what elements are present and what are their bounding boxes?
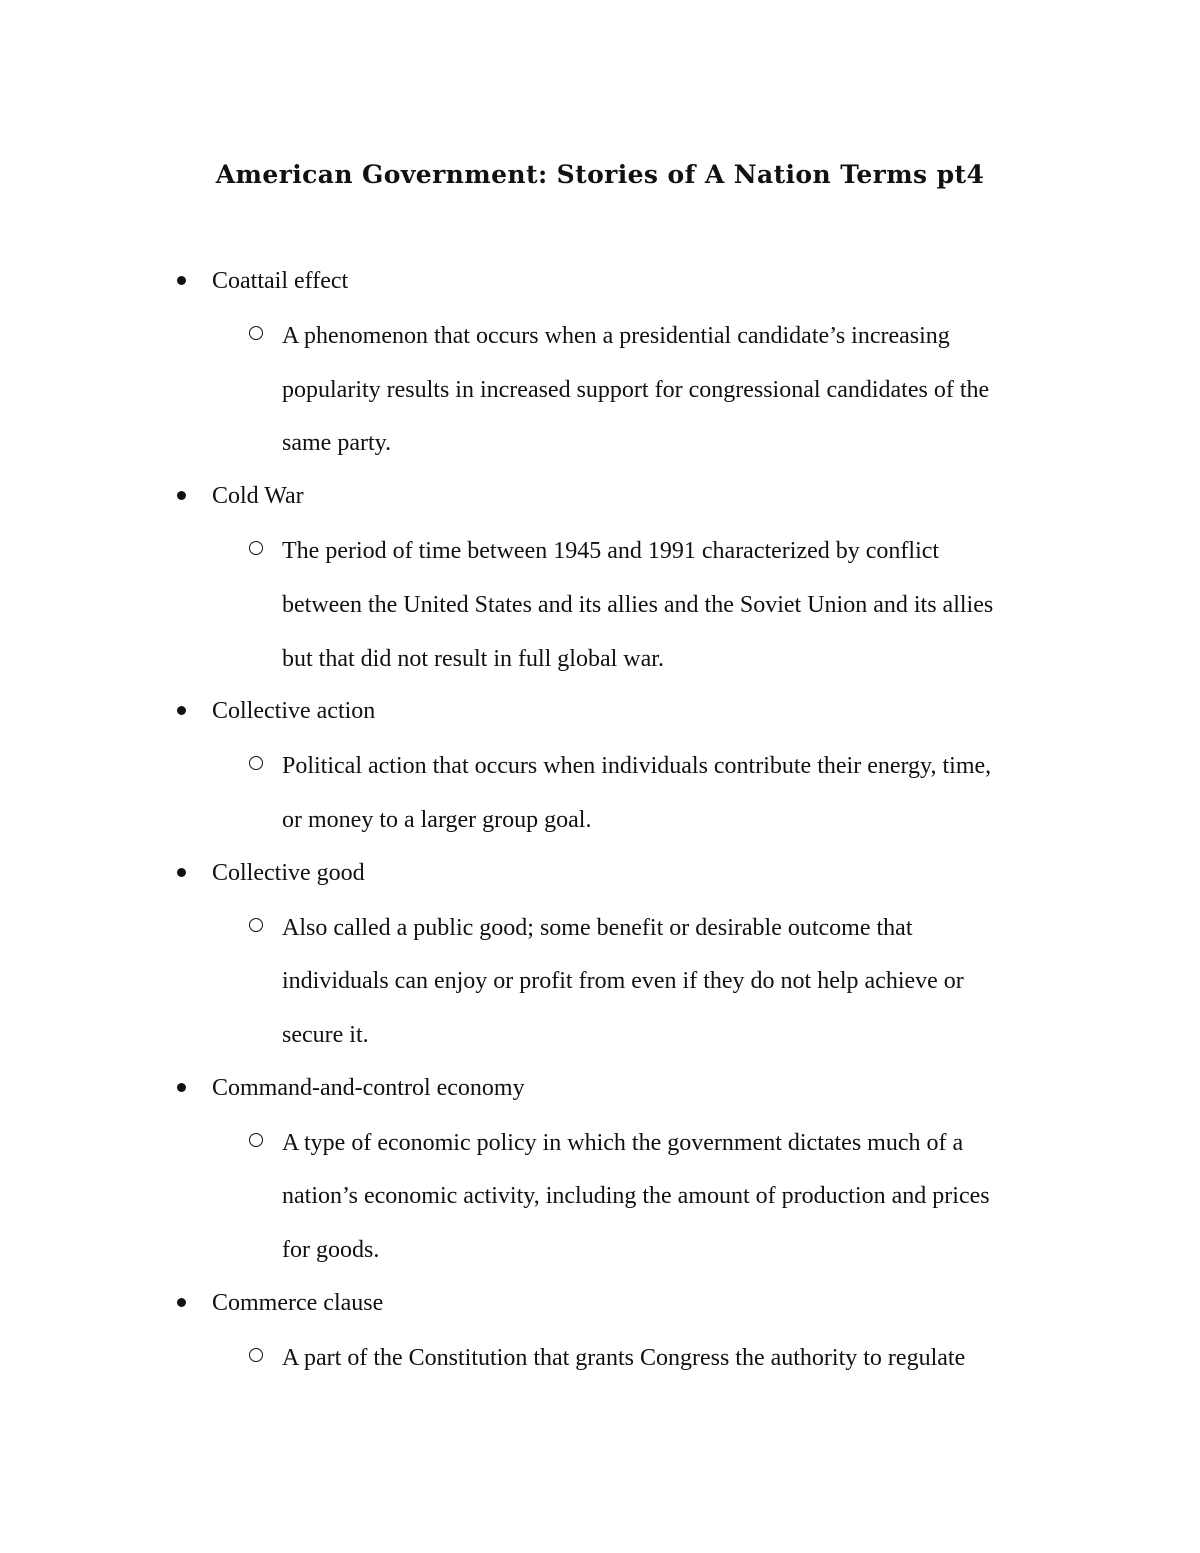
- bullet-dot-icon: [177, 1083, 186, 1092]
- term-definition: [0, 310, 1200, 471]
- term-label: Cold War: [212, 483, 304, 510]
- term-item: [0, 471, 1200, 686]
- term-definition: [0, 740, 1200, 847]
- term-definition: [0, 902, 1200, 1063]
- definition-line: nation’s economic activity, including the amount of production and prices: [282, 1183, 990, 1210]
- hollow-circle-icon: [249, 1133, 263, 1147]
- definition-line: individuals can enjoy or profit from even if they do not help achieve or: [282, 968, 964, 995]
- terms-list: [0, 256, 1200, 1386]
- definition-line: popularity results in increased support for congressional candidates of the: [282, 376, 990, 403]
- definition-line: same party.: [282, 430, 392, 457]
- page-title: American Government: Stories of A Nation Terms pt4: [215, 159, 985, 189]
- definition-line: Also called a public good; some benefit or desirable outcome that: [282, 914, 913, 941]
- definition-line: A phenomenon that occurs when a presidential candidate’s increasing: [282, 323, 950, 349]
- hollow-circle-icon: [249, 1348, 263, 1362]
- hollow-circle-icon: [249, 918, 263, 932]
- term-item: [0, 1063, 1200, 1278]
- term-label: Command-and-control economy: [212, 1074, 525, 1101]
- term-label: Coattail effect: [212, 268, 349, 294]
- definition-line: for goods.: [282, 1237, 380, 1264]
- term-label: Collective good: [212, 859, 365, 886]
- definition-line: The period of time between 1945 and 1991 characterized by conflict: [282, 538, 940, 565]
- bullet-dot-icon: [177, 868, 186, 877]
- definition-line: A part of the Constitution that grants Congress the authority to regulate: [282, 1344, 966, 1371]
- definition-line: or money to a larger group goal.: [282, 806, 592, 833]
- bullet-dot-icon: [177, 491, 186, 500]
- bullet-dot-icon: [177, 706, 186, 715]
- definition-line: Political action that occurs when individuals contribute their energy, time,: [282, 753, 992, 780]
- definition-line: but that did not result in full global war.: [282, 645, 664, 672]
- definition-line: secure it.: [282, 1022, 369, 1049]
- term-definition: [0, 1332, 1200, 1386]
- term-item: [0, 1278, 1200, 1386]
- definition-line: between the United States and its allies and the Soviet Union and its allies: [282, 591, 994, 618]
- term-label: Collective action: [212, 698, 376, 725]
- bullet-dot-icon: [177, 276, 186, 285]
- term-label: Commerce clause: [212, 1289, 384, 1316]
- definition-line: A type of economic policy in which the government dictates much of a: [282, 1129, 964, 1156]
- hollow-circle-icon: [249, 541, 263, 555]
- bullet-dot-icon: [177, 1298, 186, 1307]
- term-definition: [0, 1117, 1200, 1278]
- term-definition: [0, 525, 1200, 686]
- term-item: [0, 256, 1200, 471]
- term-item: [0, 848, 1200, 1063]
- term-item: [0, 686, 1200, 847]
- hollow-circle-icon: [249, 326, 263, 340]
